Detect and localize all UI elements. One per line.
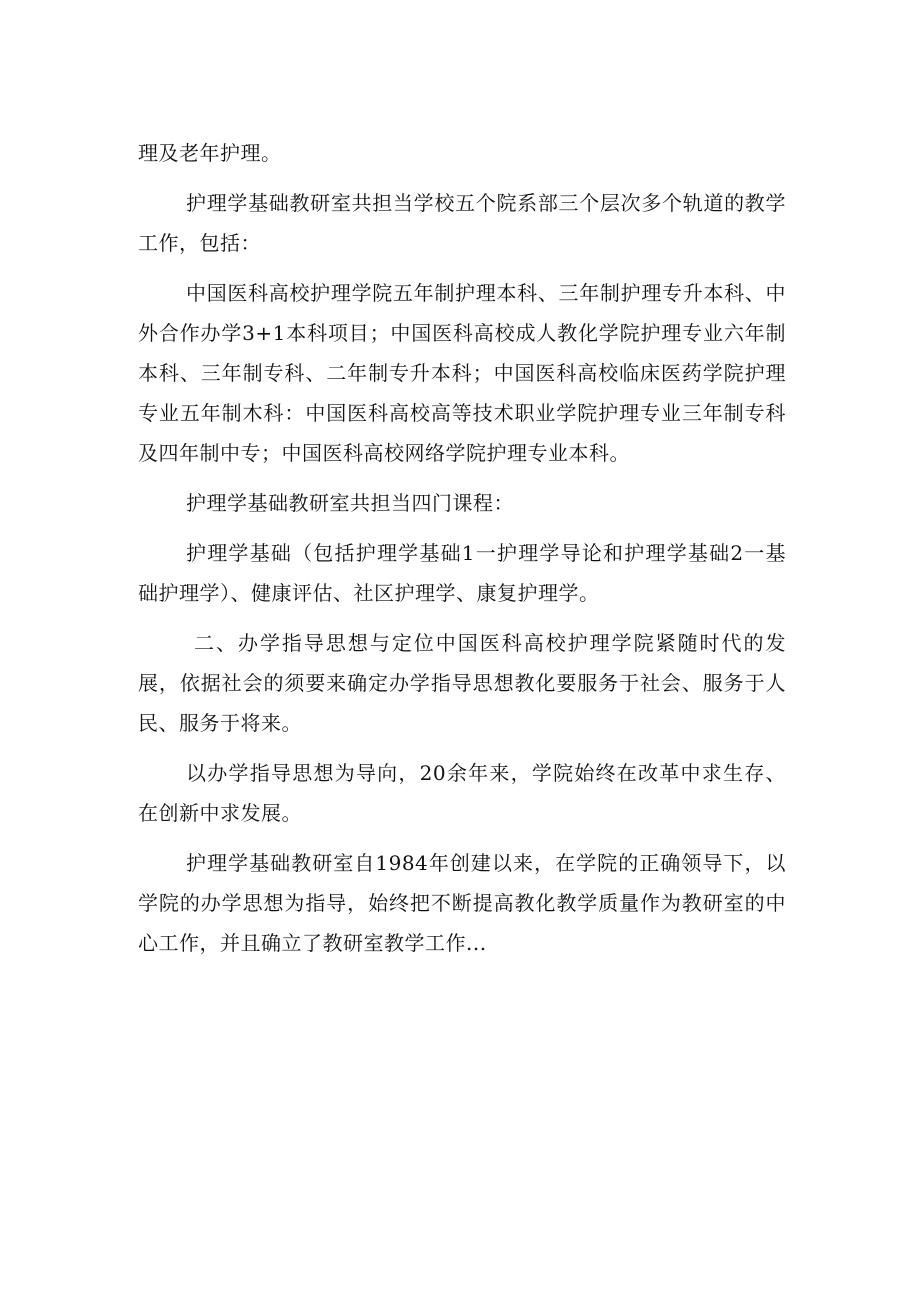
- paragraph-courses-intro: 护理学基础教研室共担当四门课程：: [186, 491, 514, 515]
- paragraph-programs: 中国医科高校护理学院五年制护理本科、三年制护理专升本科、中外合作办学3+1本科项目；中国医科高校成人教化学院护理专业六年制本科、三年制专科、二年制专升本科；中国医科高校临床医药学院护理专业五年制木科：中国医科高校高等技术职业学院护理专业三年制专科及四年制中专；中国医科高校网络学院护理专业本科。: [138, 281, 786, 465]
- paragraph-reform: 以办学指导思想为导向，20余年来，学院始终在改革中求生存、在创新中求发展。: [138, 761, 786, 825]
- paragraph-teaching-duties: 护理学基础教研室共担当学校五个院系部三个层次多个轨道的教学工作，包括：: [138, 191, 786, 255]
- paragraph-course-list: 护理学基础（包括护理学基础1一护理学导论和护理学基础2一基础护理学）、健康评估、社区护理学、康复护理学。: [138, 541, 786, 605]
- paragraph-continuation: 理及老年护理。: [138, 141, 282, 165]
- document-body: [138, 133, 786, 973]
- paragraph-history: 护理学基础教研室自1984年创建以来，在学院的正确领导下，以学院的办学思想为指导，始终把不断提高教化教学质量作为教研室的中心工作，并且确立了教研室教学工作...: [138, 851, 786, 955]
- paragraph-guiding-philosophy: 二、办学指导思想与定位中国医科高校护理学院紧随时代的发展，依据社会的须要来确定办学指导思想教化要服务于社会、服务于人民、服务于将来。: [138, 631, 786, 735]
